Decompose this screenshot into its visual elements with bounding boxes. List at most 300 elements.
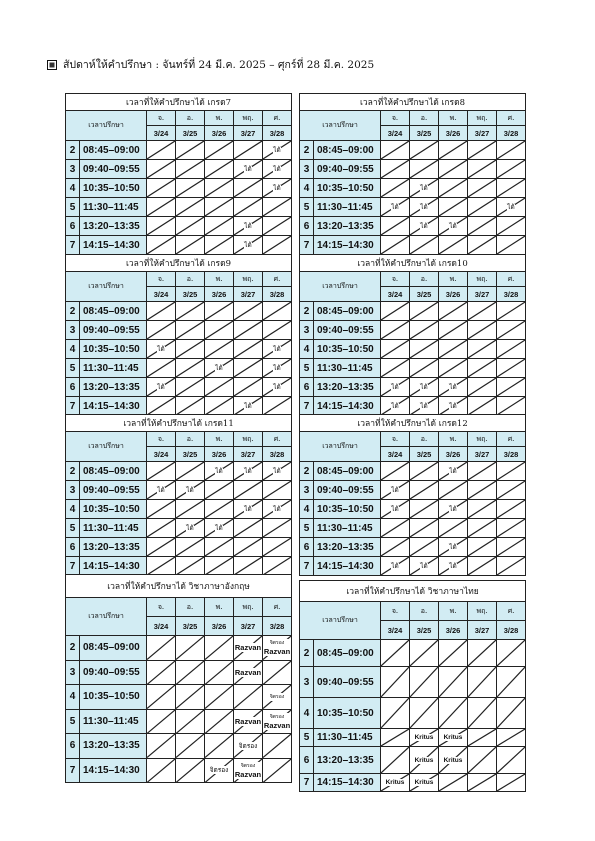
schedule-cell[interactable] [439,160,468,179]
schedule-cell[interactable] [263,359,292,378]
schedule-cell[interactable] [263,340,292,359]
schedule-cell[interactable] [234,481,263,500]
schedule-cell[interactable] [497,397,526,416]
schedule-cell[interactable] [497,774,526,792]
schedule-cell[interactable] [176,198,205,217]
schedule-cell[interactable] [234,557,263,576]
schedule-cell[interactable] [468,236,497,255]
diagonal-line [410,340,438,358]
schedule-cell[interactable] [410,500,439,519]
schedule-cell[interactable] [147,179,176,198]
schedule-cell[interactable] [205,160,234,179]
diagonal-line [176,198,204,216]
schedule-cell[interactable] [468,729,497,747]
diagonal-line [234,302,262,320]
schedule-cell[interactable] [176,340,205,359]
schedule-cell[interactable] [263,198,292,217]
schedule-cell[interactable] [234,179,263,198]
schedule-cell[interactable] [497,179,526,198]
schedule-cell[interactable] [497,667,526,698]
diagonal-line [234,538,262,556]
schedule-cell[interactable] [410,774,439,792]
schedule-cell[interactable] [263,217,292,236]
schedule-cell[interactable] [205,636,234,661]
period-number: 4 [300,698,314,729]
schedule-cell[interactable] [234,236,263,255]
schedule-cell[interactable] [147,758,176,783]
schedule-cell[interactable] [205,660,234,685]
schedule-cell[interactable] [205,179,234,198]
schedule-cell[interactable] [439,141,468,160]
schedule-table [65,254,292,416]
date-header: 3/28 [497,447,526,462]
schedule-cell[interactable] [234,359,263,378]
schedule-cell[interactable] [439,774,468,792]
schedule-cell[interactable] [468,747,497,774]
schedule-cell[interactable] [410,462,439,481]
schedule-cell[interactable] [497,321,526,340]
schedule-cell[interactable] [176,321,205,340]
diagonal-line [410,141,438,159]
schedule-cell[interactable] [176,557,205,576]
schedule-cell[interactable] [263,685,292,710]
schedule-cell[interactable] [381,481,410,500]
schedule-cell[interactable] [147,359,176,378]
schedule-cell[interactable] [439,500,468,519]
schedule-cell[interactable] [234,500,263,519]
schedule-cell[interactable] [176,636,205,661]
schedule-cell[interactable] [234,198,263,217]
schedule-cell[interactable] [205,236,234,255]
diagonal-line [176,759,204,783]
schedule-cell[interactable] [234,321,263,340]
schedule-cell[interactable] [263,758,292,783]
schedule-cell[interactable] [205,340,234,359]
schedule-cell[interactable] [263,660,292,685]
schedule-cell[interactable] [381,774,410,792]
schedule-cell[interactable] [381,179,410,198]
schedule-cell[interactable] [439,302,468,321]
diagonal-line [381,640,409,666]
period-number: 7 [300,774,314,792]
period-number: 6 [66,378,80,397]
schedule-cell[interactable] [468,198,497,217]
schedule-cell[interactable] [381,557,410,576]
schedule-cell[interactable] [381,667,410,698]
schedule-cell[interactable] [439,667,468,698]
schedule-cell[interactable] [439,321,468,340]
schedule-cell[interactable] [147,538,176,557]
cell-value: ได้ [273,505,281,513]
schedule-cell[interactable] [381,302,410,321]
schedule-cell[interactable] [205,198,234,217]
schedule-cell[interactable] [234,160,263,179]
diagonal-line [468,462,496,480]
diagonal-line [497,481,525,499]
schedule-cell[interactable] [176,500,205,519]
schedule-cell[interactable] [497,519,526,538]
schedule-cell[interactable] [439,640,468,667]
schedule-cell[interactable] [439,179,468,198]
schedule-cell[interactable] [468,640,497,667]
date-header: 3/27 [234,126,263,141]
schedule-cell[interactable] [263,462,292,481]
schedule-cell[interactable] [497,557,526,576]
schedule-cell[interactable] [410,519,439,538]
schedule-cell[interactable] [410,160,439,179]
diagonal-line [147,636,175,660]
schedule-cell[interactable] [468,217,497,236]
diagonal-line [381,141,409,159]
schedule-cell[interactable] [147,198,176,217]
diagonal-line [147,519,175,537]
schedule-cell[interactable] [205,481,234,500]
schedule-cell[interactable] [176,160,205,179]
schedule-cell[interactable] [468,500,497,519]
schedule-cell[interactable] [234,709,263,734]
diagonal-line [468,198,496,216]
schedule-cell[interactable] [263,636,292,661]
schedule-cell[interactable] [234,217,263,236]
schedule-cell[interactable] [147,462,176,481]
schedule-cell[interactable] [468,519,497,538]
date-header: 3/27 [468,447,497,462]
diagonal-line [468,141,496,159]
schedule-cell[interactable] [176,538,205,557]
schedule-cell[interactable] [205,378,234,397]
schedule-cell[interactable] [497,538,526,557]
day-header: จ. [381,111,410,126]
schedule-cell[interactable] [205,462,234,481]
schedule-cell[interactable] [497,160,526,179]
schedule-cell[interactable] [381,217,410,236]
schedule-cell[interactable] [147,709,176,734]
cell-prefix: จิตรอง [234,762,262,770]
diagonal-line [439,359,467,377]
schedule-cell[interactable] [439,538,468,557]
schedule-cell[interactable] [410,481,439,500]
schedule-cell[interactable] [497,640,526,667]
schedule-cell[interactable] [439,198,468,217]
diagonal-line [439,640,467,666]
schedule-cell[interactable] [439,698,468,729]
schedule-cell[interactable] [497,481,526,500]
schedule-cell[interactable] [410,179,439,198]
diagonal-line [234,179,262,197]
schedule-cell[interactable] [263,709,292,734]
schedule-cell[interactable] [497,236,526,255]
schedule-cell[interactable] [410,378,439,397]
schedule-cell[interactable] [147,734,176,759]
schedule-cell[interactable] [263,481,292,500]
schedule-cell[interactable] [205,685,234,710]
schedule-cell[interactable] [147,141,176,160]
schedule-cell[interactable] [176,709,205,734]
schedule-cell[interactable] [176,179,205,198]
schedule-cell[interactable] [176,397,205,416]
schedule-cell[interactable] [410,538,439,557]
schedule-cell[interactable] [381,698,410,729]
schedule-cell[interactable] [147,340,176,359]
schedule-cell[interactable] [263,397,292,416]
schedule-cell[interactable] [147,519,176,538]
schedule-cell[interactable] [176,462,205,481]
period-time: 08:45–09:00 [80,302,147,321]
schedule-cell[interactable] [147,636,176,661]
schedule-cell[interactable] [410,141,439,160]
schedule-cell[interactable] [176,236,205,255]
schedule-cell[interactable] [234,340,263,359]
schedule-cell[interactable] [468,397,497,416]
schedule-cell[interactable] [410,667,439,698]
cell-value: ได้ [449,402,457,410]
schedule-cell[interactable] [410,321,439,340]
schedule-cell[interactable] [468,481,497,500]
cell-value: ได้ [157,345,165,353]
schedule-cell[interactable] [439,340,468,359]
schedule-cell[interactable] [497,141,526,160]
schedule-cell[interactable] [468,302,497,321]
table-title: เวลาที่ให้คำปรึกษาได้ เกรด12 [300,415,526,432]
schedule-cell[interactable] [497,462,526,481]
diagonal-line [205,179,233,197]
schedule-cell[interactable] [381,236,410,255]
schedule-cell[interactable] [176,758,205,783]
schedule-cell[interactable] [234,397,263,416]
schedule-cell[interactable] [497,747,526,774]
diagonal-line [439,519,467,537]
schedule-cell[interactable] [497,340,526,359]
schedule-cell[interactable] [263,519,292,538]
schedule-cell[interactable] [410,302,439,321]
schedule-cell[interactable] [263,321,292,340]
diagonal-line [497,640,525,666]
diagonal-line [468,302,496,320]
schedule-cell[interactable] [439,481,468,500]
schedule-cell[interactable] [147,660,176,685]
schedule-cell[interactable] [468,557,497,576]
diagonal-line [381,538,409,556]
schedule-cell[interactable] [468,538,497,557]
schedule-cell[interactable] [176,378,205,397]
schedule-cell[interactable] [468,321,497,340]
schedule-cell[interactable] [147,685,176,710]
period-time: 09:40–09:55 [80,160,147,179]
date-header: 3/28 [263,126,292,141]
schedule-cell[interactable] [381,198,410,217]
period-time: 10:35–10:50 [314,698,381,729]
schedule-cell[interactable] [381,397,410,416]
schedule-cell[interactable] [176,481,205,500]
day-header: ศ. [263,272,292,287]
cell-value: ได้ [420,222,428,230]
schedule-cell[interactable] [468,359,497,378]
schedule-cell[interactable] [381,321,410,340]
schedule-cell[interactable] [234,685,263,710]
schedule-cell[interactable] [205,217,234,236]
cell-value: Kritus [410,757,438,764]
schedule-cell[interactable] [176,217,205,236]
schedule-cell[interactable] [147,500,176,519]
schedule-cell[interactable] [205,519,234,538]
schedule-cell[interactable] [468,462,497,481]
schedule-cell[interactable] [497,359,526,378]
schedule-cell[interactable] [381,500,410,519]
schedule-cell[interactable] [176,685,205,710]
schedule-cell[interactable] [439,729,468,747]
schedule-cell[interactable] [176,359,205,378]
schedule-cell[interactable] [176,141,205,160]
schedule-cell[interactable] [497,217,526,236]
schedule-cell[interactable] [234,462,263,481]
schedule-cell[interactable] [205,321,234,340]
schedule-cell[interactable] [263,302,292,321]
schedule-cell[interactable] [439,519,468,538]
schedule-cell[interactable] [410,397,439,416]
schedule-cell[interactable] [263,734,292,759]
schedule-cell[interactable] [468,774,497,792]
schedule-cell[interactable] [381,640,410,667]
schedule-cell[interactable] [234,141,263,160]
schedule-cell[interactable] [381,747,410,774]
cell-value: จิตรอง [238,741,258,750]
schedule-cell[interactable] [497,198,526,217]
schedule-cell[interactable] [176,660,205,685]
schedule-cell[interactable] [234,378,263,397]
schedule-cell[interactable] [439,557,468,576]
schedule-cell[interactable] [263,160,292,179]
schedule-cell[interactable] [147,321,176,340]
schedule-cell[interactable] [263,236,292,255]
schedule-cell[interactable] [381,462,410,481]
schedule-cell[interactable] [147,557,176,576]
schedule-cell[interactable] [439,378,468,397]
schedule-cell[interactable] [147,217,176,236]
schedule-cell[interactable] [497,378,526,397]
schedule-cell[interactable] [410,557,439,576]
schedule-cell[interactable] [468,160,497,179]
diagonal-line [147,685,175,709]
schedule-cell[interactable] [205,538,234,557]
schedule-cell[interactable] [147,302,176,321]
schedule-cell[interactable] [439,217,468,236]
cell-value: ได้ [244,467,252,475]
schedule-cell[interactable] [234,758,263,783]
diagonal-line [147,759,175,783]
schedule-cell[interactable] [468,378,497,397]
schedule-cell[interactable] [147,236,176,255]
schedule-cell[interactable] [410,340,439,359]
schedule-cell[interactable] [234,636,263,661]
schedule-cell[interactable] [205,359,234,378]
schedule-cell[interactable] [410,217,439,236]
schedule-cell[interactable] [381,141,410,160]
schedule-cell[interactable] [439,462,468,481]
schedule-cell[interactable] [439,747,468,774]
schedule-cell[interactable] [381,729,410,747]
schedule-cell[interactable] [468,698,497,729]
schedule-cell[interactable] [234,302,263,321]
schedule-cell[interactable] [468,179,497,198]
schedule-cell[interactable] [439,236,468,255]
schedule-cell[interactable] [205,500,234,519]
period-number: 3 [300,667,314,698]
schedule-cell[interactable] [147,378,176,397]
schedule-cell[interactable] [263,538,292,557]
schedule-cell[interactable] [497,729,526,747]
schedule-cell[interactable] [410,747,439,774]
diagonal-line [381,302,409,320]
schedule-cell[interactable] [410,729,439,747]
period-time: 11:30–11:45 [80,709,147,734]
schedule-cell[interactable] [263,141,292,160]
diagonal-line [410,698,438,728]
time-column-header: เวลาปรึกษา [66,598,147,636]
schedule-cell[interactable] [205,709,234,734]
schedule-cell[interactable] [468,667,497,698]
schedule-cell[interactable] [234,660,263,685]
schedule-cell[interactable] [410,359,439,378]
schedule-cell[interactable] [410,198,439,217]
date-header: 3/26 [439,287,468,302]
schedule-cell[interactable] [497,500,526,519]
schedule-cell[interactable] [234,538,263,557]
schedule-cell[interactable] [205,302,234,321]
schedule-cell[interactable] [234,734,263,759]
schedule-cell[interactable] [205,758,234,783]
schedule-cell[interactable] [147,481,176,500]
schedule-cell[interactable] [205,734,234,759]
schedule-cell[interactable] [205,557,234,576]
date-header: 3/25 [176,447,205,462]
schedule-cell[interactable] [410,698,439,729]
schedule-cell[interactable] [468,141,497,160]
schedule-cell[interactable] [381,519,410,538]
date-header: 3/24 [381,287,410,302]
schedule-cell[interactable] [410,236,439,255]
schedule-cell[interactable] [381,359,410,378]
schedule-cell[interactable] [497,698,526,729]
schedule-cell[interactable] [381,538,410,557]
schedule-cell[interactable] [439,359,468,378]
schedule-cell[interactable] [205,141,234,160]
schedule-cell[interactable] [147,397,176,416]
schedule-cell[interactable] [381,160,410,179]
schedule-cell[interactable] [263,378,292,397]
diagonal-line [263,397,291,415]
schedule-cell[interactable] [468,340,497,359]
schedule-cell[interactable] [263,179,292,198]
schedule-cell[interactable] [176,734,205,759]
schedule-cell[interactable] [439,397,468,416]
diagonal-line [381,340,409,358]
day-header: จ. [381,602,410,621]
period-number: 7 [66,397,80,416]
schedule-cell[interactable] [497,302,526,321]
schedule-cell[interactable] [234,519,263,538]
schedule-cell[interactable] [176,519,205,538]
schedule-cell[interactable] [263,500,292,519]
date-header: 3/24 [381,621,410,640]
schedule-cell[interactable] [381,340,410,359]
schedule-cell[interactable] [381,378,410,397]
schedule-cell[interactable] [147,160,176,179]
schedule-cell[interactable] [205,397,234,416]
schedule-cell[interactable] [410,640,439,667]
cell-value: ได้ [215,524,223,532]
schedule-cell[interactable] [263,557,292,576]
schedule-cell[interactable] [176,302,205,321]
